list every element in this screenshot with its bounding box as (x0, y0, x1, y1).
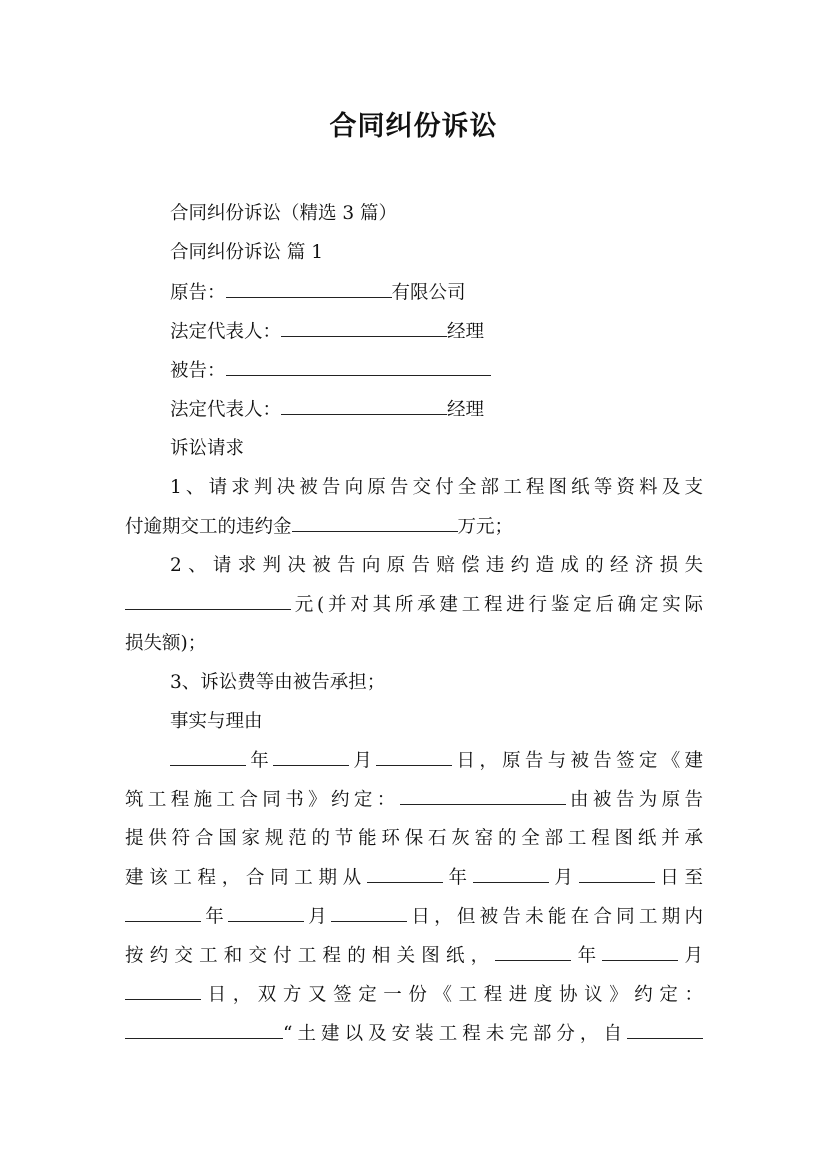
blank-field (226, 278, 392, 298)
facts-line-4 (125, 863, 703, 889)
text: 月 (349, 750, 377, 772)
blank-field (473, 863, 549, 883)
legal-rep-label: 法定代表人： (170, 399, 282, 421)
text: 筑工程施工合同书》约定： (125, 789, 400, 811)
text: 月 (304, 906, 332, 928)
blank-field (281, 395, 447, 415)
text: 建该工程，合同工期从 (125, 867, 367, 889)
blank-field (273, 746, 349, 766)
blank-field (226, 356, 491, 376)
claim-2-cont (125, 590, 703, 616)
facts-line-3: 提供符合国家规范的节能环保石灰窑的全部工程图纸并承 (125, 828, 703, 849)
claim-2-end: 损失额)； (125, 633, 207, 654)
blank-field (281, 317, 447, 337)
blank-field (367, 863, 443, 883)
blank-field (579, 863, 655, 883)
claim-2-line: 2、请求判决被告向原告赔偿违约造成的经济损失 (170, 555, 703, 576)
facts-line-5 (125, 902, 703, 928)
blank-field (125, 980, 201, 1000)
text: 月 (548, 867, 579, 889)
text: 年 (201, 906, 229, 928)
document-title: 合同纠份诉讼 (329, 111, 498, 142)
blank-field (125, 902, 201, 922)
section-heading: 合同纠份诉讼 篇 1 (170, 242, 324, 263)
plaintiff-line (170, 278, 703, 304)
blank-field (627, 1019, 703, 1039)
text: 日至 (654, 867, 703, 889)
plaintiff-suffix: 有限公司 (391, 282, 466, 304)
blank-field (376, 746, 452, 766)
blank-field (331, 902, 407, 922)
legal-rep-suffix: 经理 (447, 321, 485, 343)
blank-field (228, 902, 304, 922)
facts-heading: 事实与理由 (170, 711, 263, 732)
legal-rep-label: 法定代表人： (170, 321, 282, 343)
facts-line-8 (125, 1019, 703, 1045)
defendant-line (170, 356, 703, 382)
plaintiff-label: 原告： (170, 282, 226, 304)
blank-field (292, 512, 458, 532)
blank-field (495, 941, 571, 961)
blank-field (125, 590, 291, 610)
text: 万元； (457, 516, 514, 538)
text: 按约交工和交付工程的相关图纸， (125, 945, 496, 967)
defendant-label: 被告： (170, 360, 226, 382)
legal-rep-line-2 (170, 395, 703, 421)
text: 元(并对其所承建工程进行鉴定后确定实际 (291, 594, 703, 616)
facts-line-7 (125, 980, 703, 1006)
text: 日，但被告未能在合同工期内 (407, 906, 703, 928)
blank-field (170, 746, 246, 766)
blank-field (125, 1019, 283, 1039)
blank-field (602, 941, 678, 961)
text: 月 (678, 945, 703, 967)
claims-heading: 诉讼请求 (170, 438, 245, 459)
facts-line-2 (125, 785, 703, 811)
legal-rep-suffix: 经理 (447, 399, 485, 421)
subtitle-line: 合同纠份诉讼（精选 3 篇） (170, 203, 398, 224)
text: 日，双方又签定一份《工程进度协议》约定： (201, 984, 703, 1006)
claim-1-line: 1、请求判决被告向原告交付全部工程图纸等资料及支 (170, 477, 703, 498)
text: 日，原告与被告签定《建 (452, 750, 703, 772)
text: 付逾期交工的违约金 (125, 516, 292, 538)
blank-field (400, 785, 566, 805)
text: 年 (246, 750, 274, 772)
text: “土建以及安装工程未完部分，自 (283, 1023, 627, 1045)
facts-line-1 (170, 746, 703, 772)
facts-line-6 (125, 941, 703, 967)
text: 由被告为原告 (565, 789, 703, 811)
text: 年 (571, 945, 603, 967)
claim-1-cont (125, 512, 703, 538)
claim-3-line: 3、诉讼费等由被告承担； (170, 672, 386, 693)
legal-rep-line (170, 317, 703, 343)
text: 年 (442, 867, 473, 889)
